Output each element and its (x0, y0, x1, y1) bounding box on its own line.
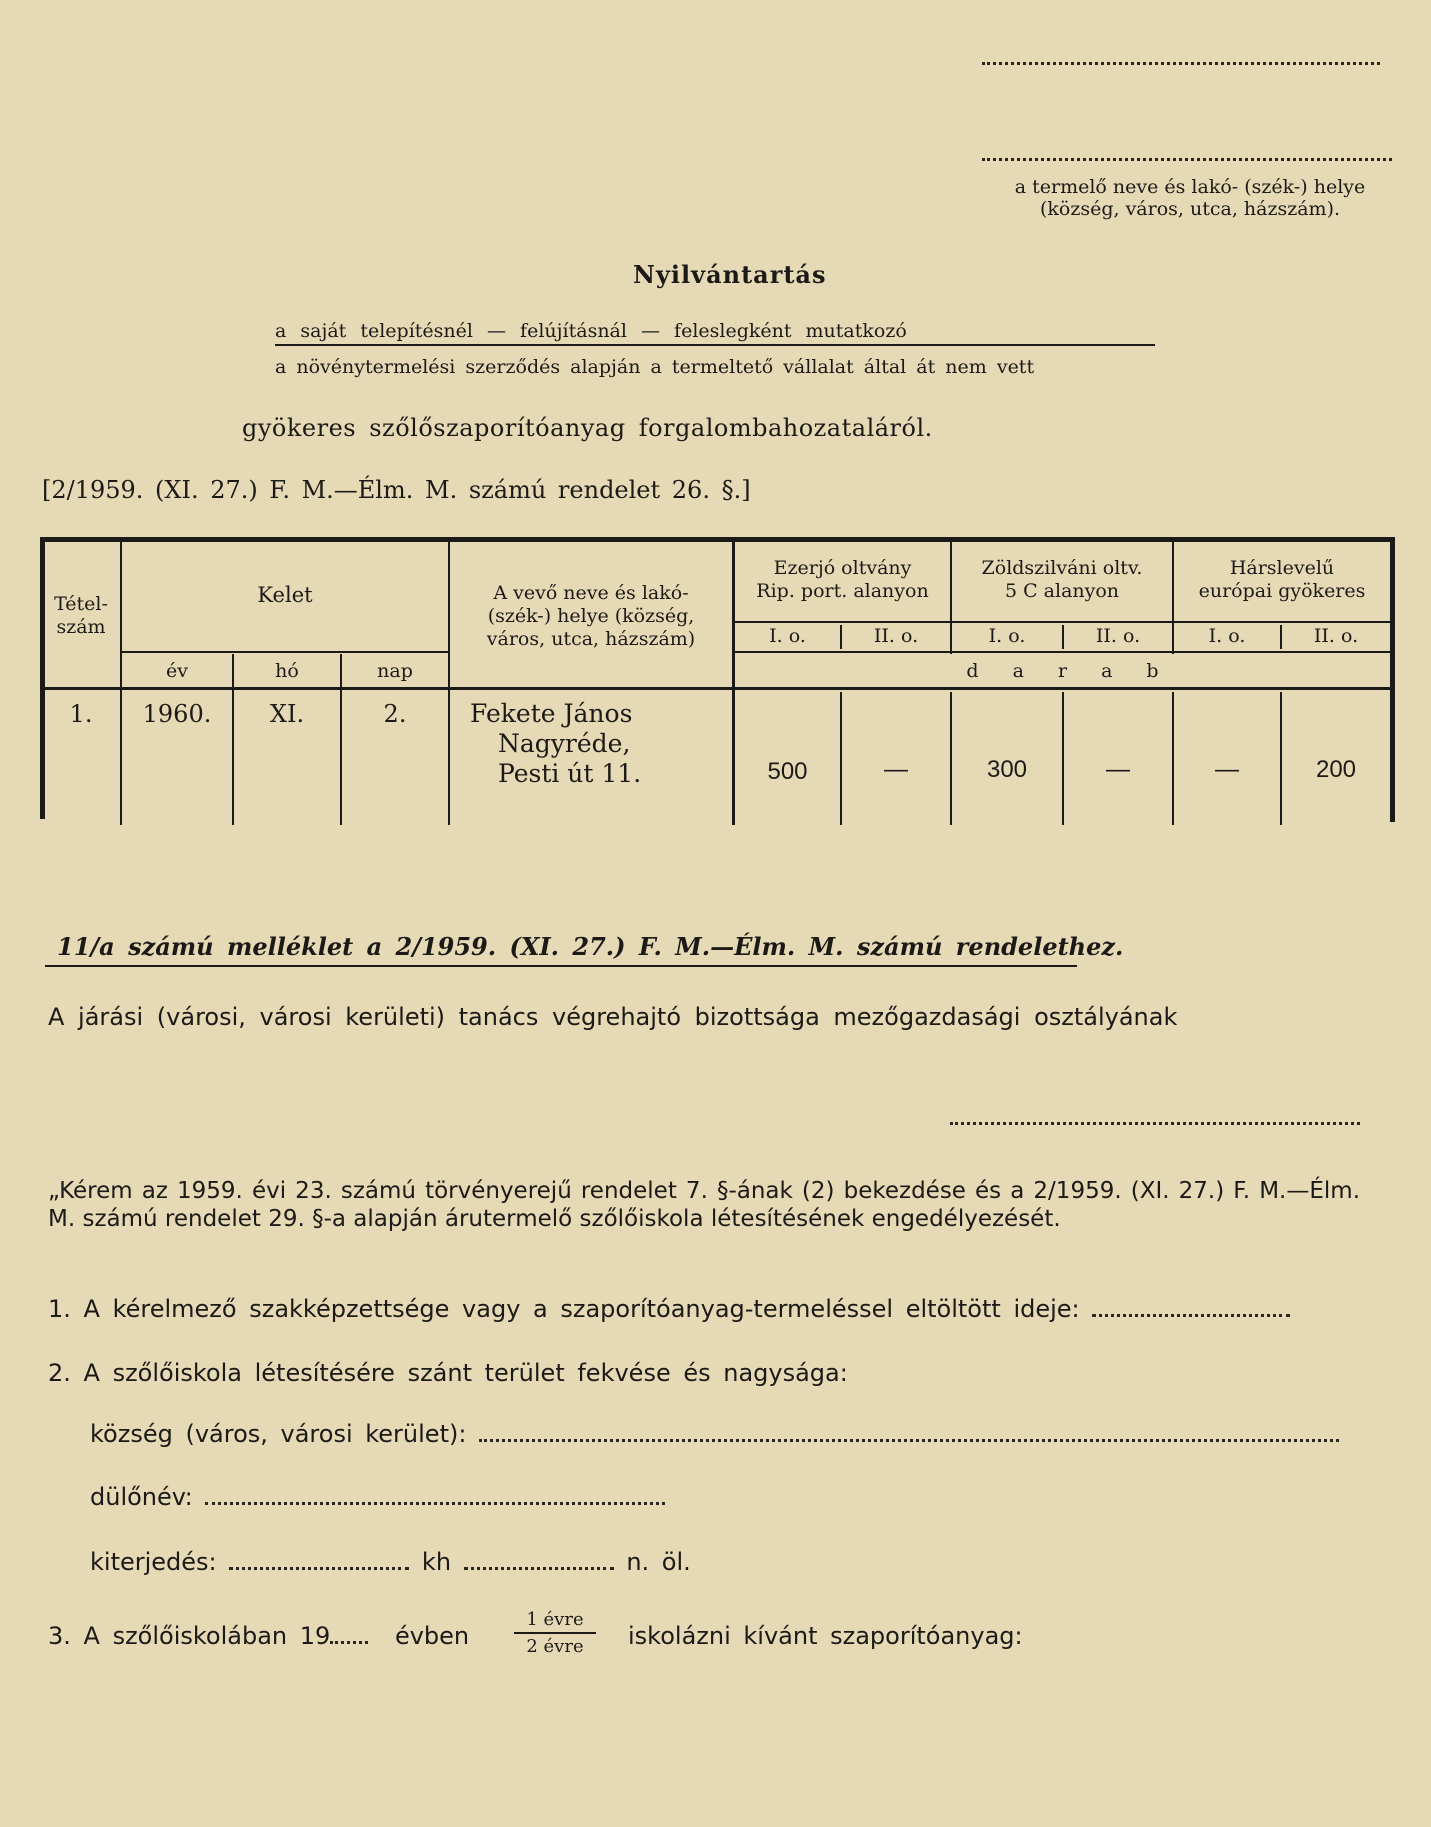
extent-unit-kh: kh (421, 1548, 452, 1576)
header-item-no-line2: szám (56, 616, 106, 638)
item3-year-word: évben (394, 1622, 470, 1650)
register-table (40, 537, 1395, 827)
header-ezerjo-line1: Ezerjó oltvány (773, 557, 912, 579)
item3-suffix: iskolázni kívánt szaporítóanyag: (628, 1622, 1023, 1650)
header-zold-grade1: I. o. (988, 625, 1026, 647)
row-rule-date-sub (122, 651, 448, 653)
field-name-fill-line[interactable] (205, 1502, 665, 1505)
header-buyer-line1: A vevő neve és lakó- (493, 582, 689, 604)
row-hars-grade2: 200 (1315, 756, 1357, 783)
row-zold-grade2: — (1106, 756, 1130, 783)
fraction-bottom: 2 évre (526, 1636, 584, 1657)
producer-caption (970, 176, 1410, 220)
row-ezerjo-grade2: — (884, 756, 908, 783)
row-zold-grade1: 300 (986, 756, 1028, 783)
annex-item2: 2. A szőlőiskola létesítésére szánt terület fekvése és nagysága: (48, 1359, 848, 1387)
annex-item3 (48, 1622, 469, 1650)
header-zoldszilvani (952, 557, 1172, 603)
header-year: év (166, 660, 188, 682)
header-day: nap (377, 660, 413, 682)
village-label: község (város, városi kerület): (90, 1420, 467, 1448)
table-top-rule (40, 537, 1395, 542)
row-buyer-name: Fekete János (470, 699, 633, 728)
header-hars-grade2: II. o. (1313, 625, 1359, 647)
row-ezerjo-grade1: 500 (767, 758, 808, 785)
extent-ol-fill-line[interactable] (464, 1567, 614, 1570)
annex-extent (90, 1548, 691, 1576)
header-buyer-line2: (szék-) helye (község, (487, 605, 695, 627)
header-zold-line1: Zöldszilváni oltv. (981, 557, 1143, 579)
header-hars-grade1: I. o. (1208, 625, 1246, 647)
table-left-rule (40, 537, 45, 819)
item3-prefix: 3. A szőlőiskolában 19 (48, 1622, 331, 1650)
item1-text: 1. A kérelmező szakképzettsége vagy a szaporítóanyag-termeléssel eltöltött ideje: (48, 1295, 1080, 1323)
row-day: 2. (383, 700, 407, 728)
header-ezerjo-line2: Rip. port. alanyon (756, 580, 929, 602)
header-date: Kelet (257, 583, 313, 607)
extent-unit-ol: n. öl. (626, 1548, 691, 1576)
row-rule-grade (735, 621, 1390, 623)
row-item-no: 1. (69, 700, 93, 728)
row-hars-grade1: — (1215, 756, 1239, 783)
producer-caption-line1: a termelő neve és lakó- (szék-) helye (1014, 176, 1366, 198)
header-buyer-line3: város, utca, házszám) (486, 628, 696, 650)
annex-request: „Kérem az 1959. évi 23. számú törvényerejű rendelet 7. §-ának (2) bekezdése és a 2/1959. (XI. 27.) F. M.—Élm. M. számú rendelet 29. §-a alapján árutermelő szőlőiskola létesítésének engedélyezését. (48, 1178, 1360, 1232)
row-rule-header-bottom (45, 687, 1390, 690)
register-line2: a növénytermelési szerződés alapján a termeltető vállalat által át nem vett (275, 356, 1035, 378)
annex-field-name (90, 1483, 665, 1511)
header-hars-line1: Hárslevelű (1229, 557, 1335, 579)
row-buyer (470, 699, 732, 789)
header-month: hó (275, 660, 299, 682)
row-rule-unit (735, 651, 1390, 653)
register-decree: [2/1959. (XI. 27.) F. M.—Élm. M. számú rendelet 26. §.] (42, 476, 751, 504)
annex-village (90, 1420, 1339, 1448)
village-fill-line[interactable] (479, 1439, 1339, 1442)
table-right-rule (1390, 537, 1395, 822)
header-zold-line2: 5 C alanyon (1004, 580, 1120, 602)
row-month: XI. (269, 700, 305, 728)
annex-title: 11/a számú melléklet a 2/1959. (XI. 27.) F. M.—Élm. M. számú rendelethez. (45, 932, 1077, 967)
item1-fill-line[interactable] (1092, 1314, 1290, 1317)
register-title: Nyilvántartás (633, 260, 827, 289)
item3-year-fill-line[interactable] (330, 1641, 368, 1644)
header-ezerjo-grade2: II. o. (873, 625, 919, 647)
annex-item1 (48, 1295, 1290, 1323)
extent-kh-fill-line[interactable] (229, 1567, 409, 1570)
fraction-top: 1 évre (514, 1609, 596, 1634)
item3-fraction (514, 1609, 596, 1657)
addressee-dotted-line (950, 1122, 1360, 1125)
header-ezerjo (735, 557, 950, 603)
register-line1: a saját telepítésnél — felújításnál — feleslegként mutatkozó (275, 320, 1155, 346)
annex-addressee: A járási (városi, városi kerületi) tanács végrehajtó bizottsága mezőgazdasági osztályának (48, 1003, 1178, 1031)
extent-label: kiterjedés: (90, 1548, 217, 1576)
producer-caption-line2: (község, város, utca, házszám). (1039, 198, 1341, 220)
producer-name-dotted-line (982, 62, 1380, 65)
header-harslevelu (1174, 557, 1390, 603)
header-item-no-line1: Tétel- (54, 593, 108, 615)
header-zold-grade2: II. o. (1095, 625, 1141, 647)
register-line3: gyökeres szőlőszaporítóanyag forgalombahozataláról. (242, 414, 933, 442)
producer-seat-dotted-line (982, 158, 1392, 161)
row-buyer-town: Nagyréde, (498, 729, 631, 758)
header-item-no (42, 593, 120, 639)
field-name-label: dülőnév: (90, 1483, 193, 1511)
header-hars-line2: európai gyökeres (1198, 580, 1366, 602)
row-year: 1960. (142, 700, 212, 728)
header-buyer (450, 582, 732, 651)
header-unit-darab: d a r a b (966, 660, 1159, 682)
row-buyer-street: Pesti út 11. (498, 759, 642, 788)
header-ezerjo-grade1: I. o. (769, 625, 806, 647)
